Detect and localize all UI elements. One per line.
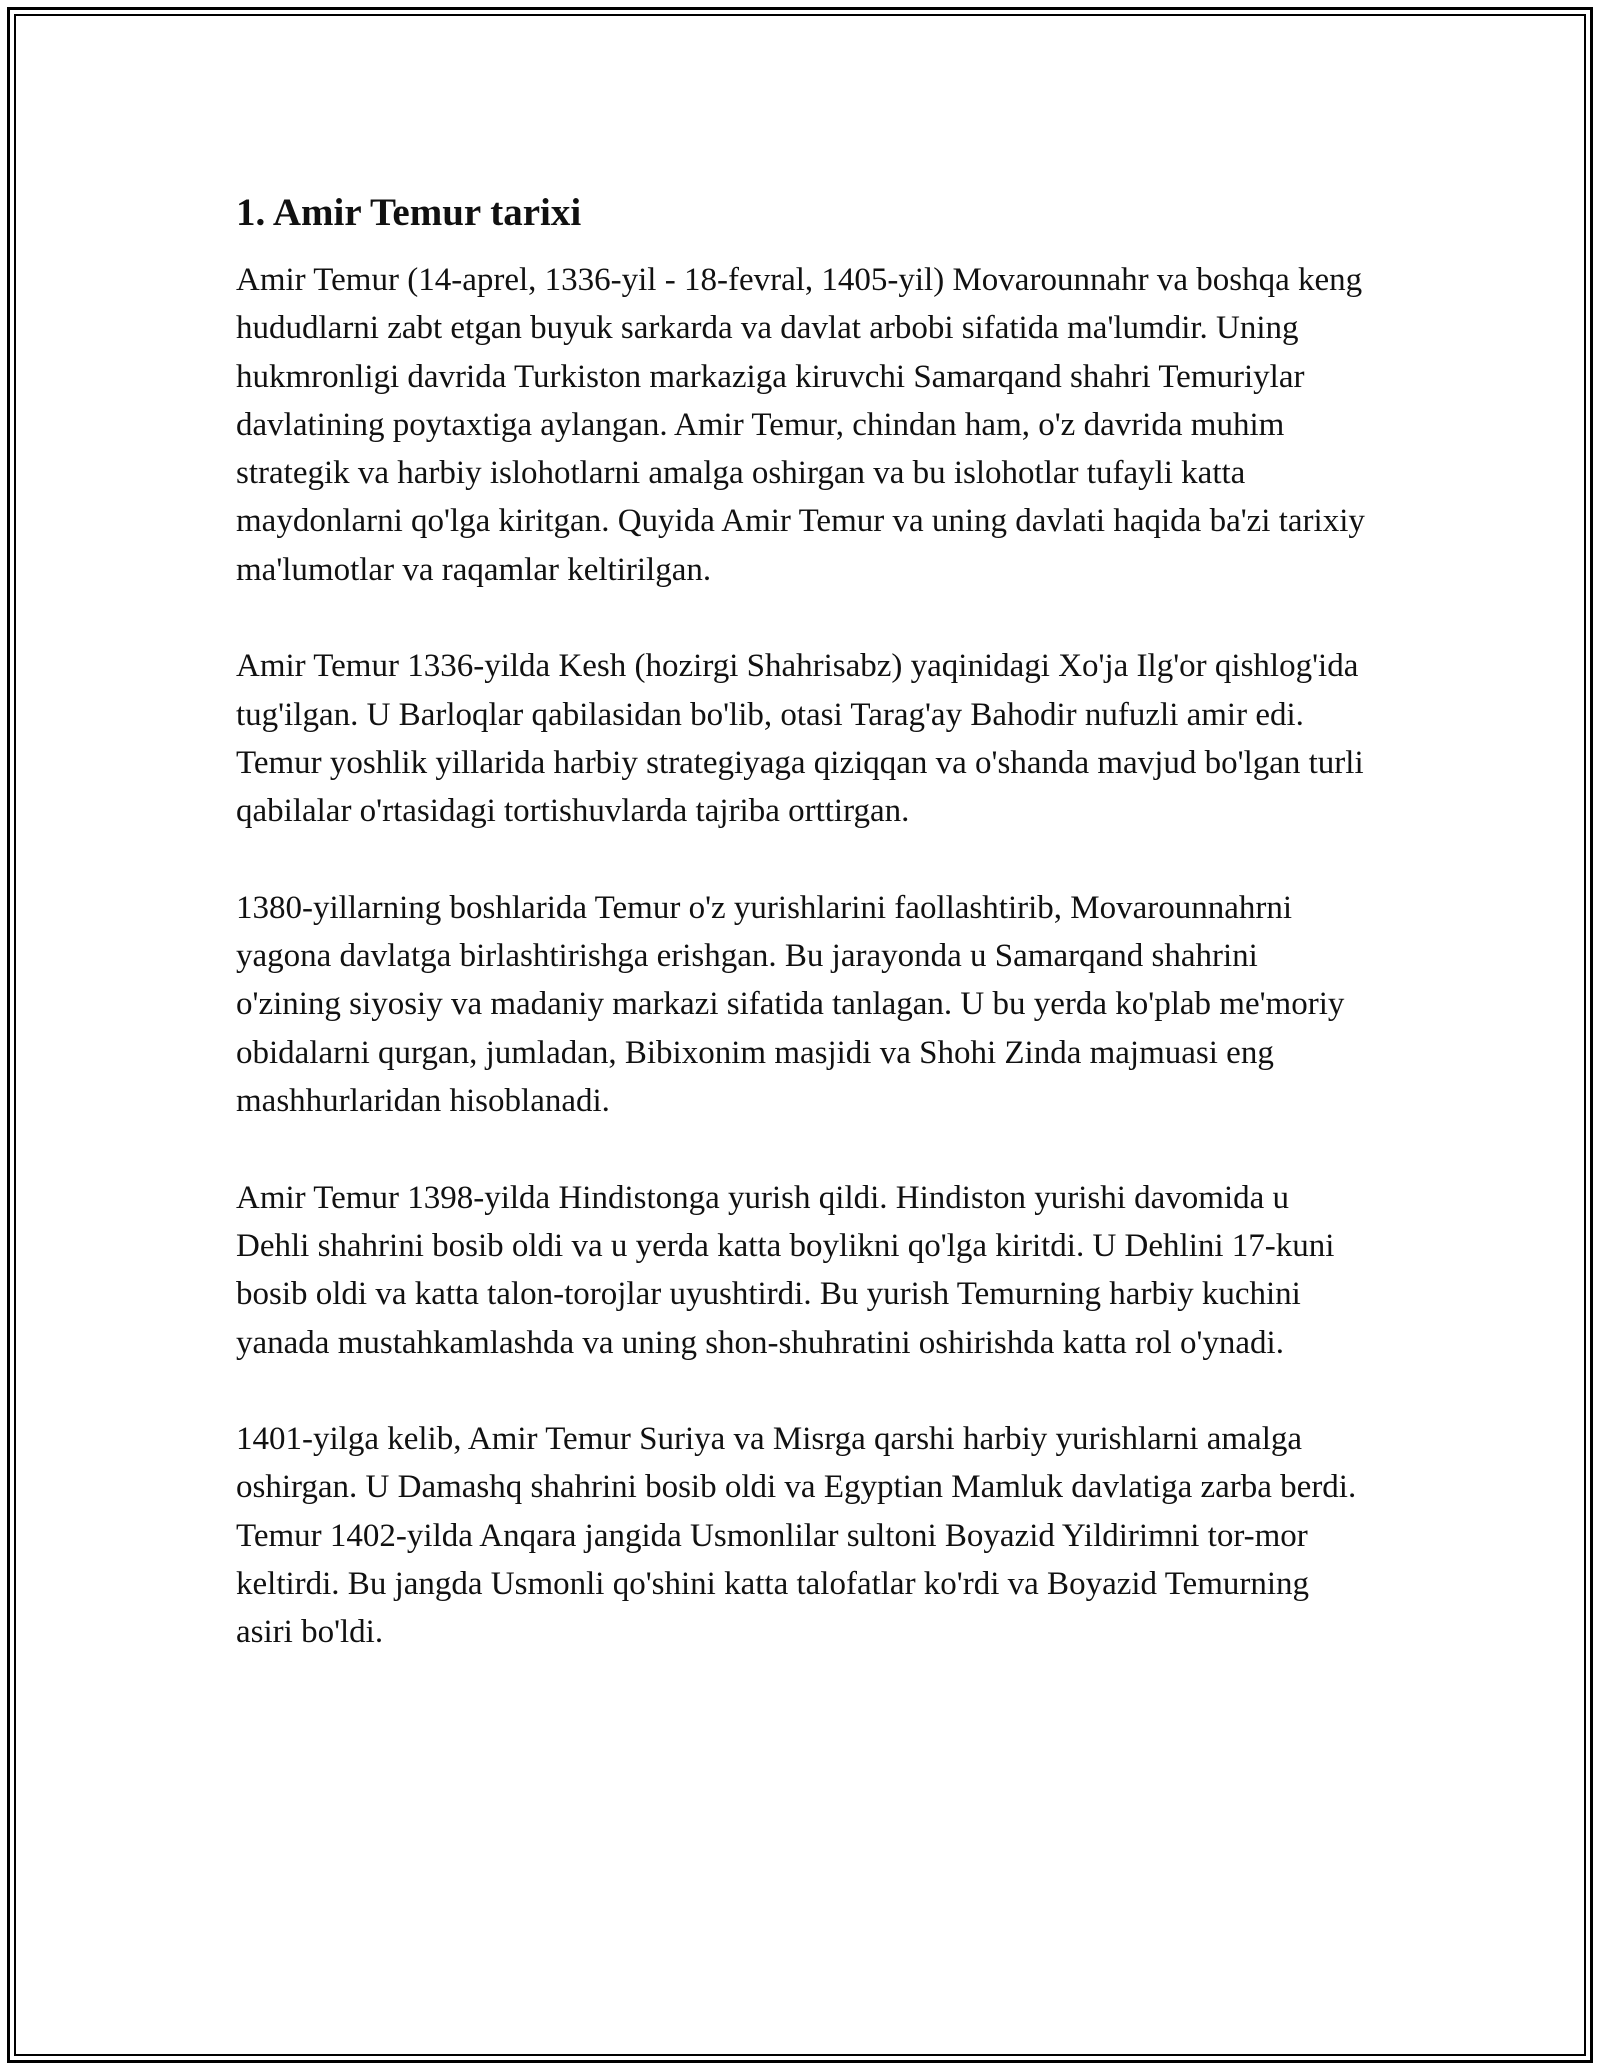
paragraph-india-campaign: Amir Temur 1398-yilda Hindistonga yurish qildi. Hindiston yurishi davomida u Dehli shahrini bosib oldi va u yerda katta boylikni qo'lga kiritdi. U Dehlini 17-kuni bosib oldi va katta talon-torojlar uyushtirdi. Bu yurish Temurning harbiy kuchini yanada mustahkamlashda va uning shon-shuhratini oshirishda katta rol o'ynadi. bbox=[236, 1179, 1335, 1361]
document-body bbox=[236, 182, 1366, 1705]
paragraph-unification: 1380-yillarning boshlarida Temur o'z yurishlarini faollashtirib, Movarounnahrni yagona davlatga birlashtirishga erishgan. Bu jarayonda u Samarqand shahrini o'zining siyosiy va madaniy markazi sifatida tanlagan. U bu yerda ko'plab me'moriy obidalarni qurgan, jumladan, Bibixonim masjidi va Shohi Zinda majmuasi eng mashhurlaridan hisoblanadi. bbox=[236, 889, 1345, 1120]
section-title: 1. Amir Temur tarixi bbox=[236, 191, 582, 234]
paragraph-early-life: Amir Temur 1336-yilda Kesh (hozirgi Shahrisabz) yaqinidagi Xo'ja Ilg'or qishlog'ida tug'ilgan. U Barloqlar qabilasidan bo'lib, otasi Tarag'ay Bahodir nufuzli amir edi. Temur yoshlik yillarida harbiy strategiyaga qiziqqan va o'shanda mavjud bo'lgan turli qabilalar o'rtasidagi tortishuvlarda tajriba orttirgan. bbox=[236, 648, 1364, 830]
paragraph-syria-ankara: 1401-yilga kelib, Amir Temur Suriya va Misrga qarshi harbiy yurishlarni amalga oshirgan. U Damashq shahrini bosib oldi va Egyptian Mamluk davlatiga zarba berdi. Temur 1402-yilda Anqara jangida Usmonlilar sultoni Boyazid Yildirimni tor-mor keltirdi. Bu jangda Usmonli qo'shini katta talofatlar ko'rdi va Boyazid Temurning asiri bo'ldi. bbox=[236, 1421, 1357, 1651]
paragraph-introduction: Amir Temur (14-aprel, 1336-yil - 18-fevral, 1405-yil) Movarounnahr va boshqa keng hududlarni zabt etgan buyuk sarkarda va davlat arbobi sifatida ma'lumdir. Uning hukmronligi davrida Turkiston markaziga kiruvchi Samarqand shahri Temuriylar davlatining poytaxtiga aylangan. Amir Temur, chindan ham, o'z davrida muhim strategik va harbiy islohotlarni amalga oshirgan va bu islohotlar tufayli katta maydonlarni qo'lga kiritgan. Quyida Amir Temur va uning davlati haqida ba'zi tarixiy ma'lumotlar va raqamlar keltirilgan. bbox=[236, 262, 1365, 588]
